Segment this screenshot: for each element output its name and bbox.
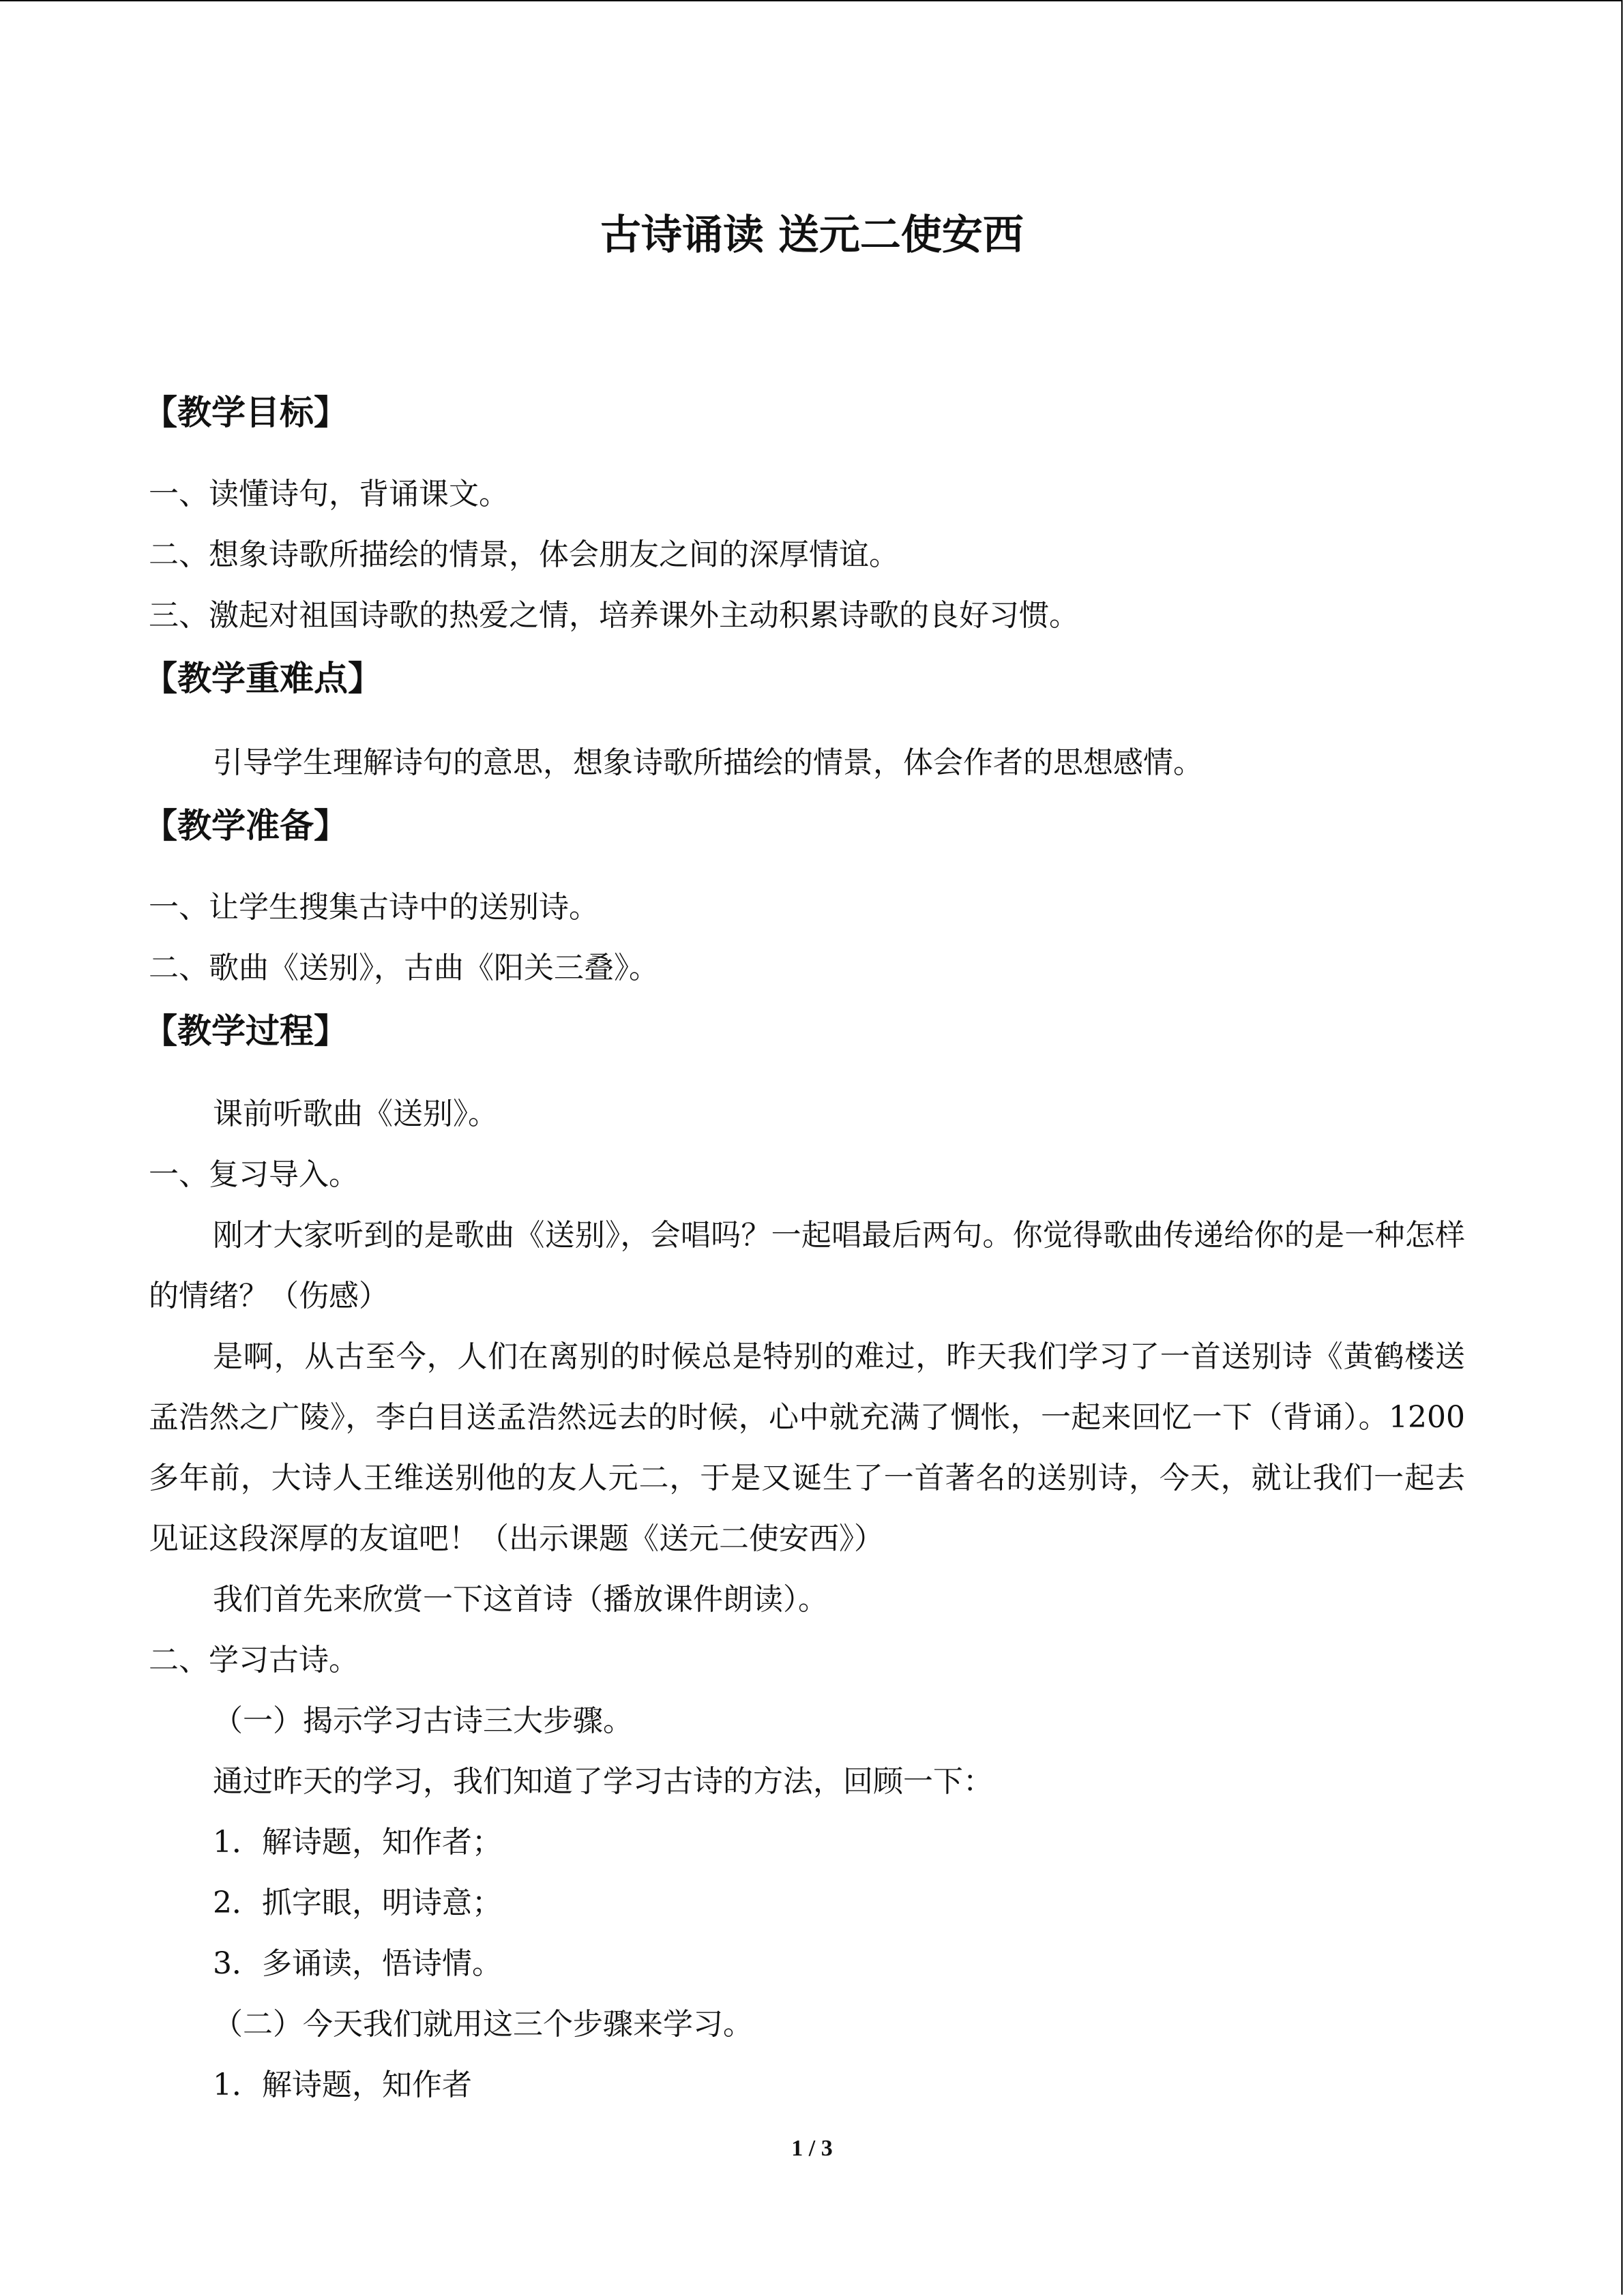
heading-process: 【教学过程】 — [143, 1011, 348, 1051]
prep-item-2: 二、歌曲《送别》，古曲《阳关三叠》。 — [149, 951, 659, 985]
heading-prep: 【教学准备】 — [143, 806, 348, 846]
process-line-10: 2．抓字眼，明诗意； — [213, 1885, 502, 1920]
process-paragraph-1: 刚才大家听到的是歌曲《送别》，会唱吗？一起唱最后两句。你觉得歌曲传递给你的是一种怎样的情绪？（伤感） — [149, 1218, 1465, 1313]
heading-key-points: 【教学重难点】 — [143, 659, 382, 698]
process-line-1: 课前听歌曲《送别》。 — [213, 1097, 498, 1131]
process-line-7: （一）揭示学习古诗三大步骤。 — [213, 1703, 633, 1738]
process-line-11: 3．多诵读，悟诗情。 — [213, 1946, 502, 1981]
heading-goals: 【教学目标】 — [143, 393, 348, 432]
process-line-12: （二）今天我们就用这三个步骤来学习。 — [213, 2007, 753, 2042]
process-line-9: 1．解诗题，知作者； — [213, 1825, 502, 1860]
process-line-2: 一、复习导入。 — [149, 1157, 359, 1192]
process-line-8: 通过昨天的学习，我们知道了学习古诗的方法，回顾一下： — [213, 1764, 993, 1799]
process-paragraph-2: 是啊，从古至今，人们在离别的时候总是特别的难过，昨天我们学习了一首送别诗《黄鹤楼送孟浩然之广陵》，李白目送孟浩然远去的时候，心中就充满了惆怅，一起来回忆一下（背诵）。1200多年前，大诗人王维送别他的友人元二，于是又诞生了一首著名的送别诗，今天，就让我们一起去见证这段深厚的友谊吧！（出示课题《送元二使安西》） — [149, 1339, 1465, 1556]
goal-item-1: 一、读懂诗句，背诵课文。 — [149, 477, 509, 511]
process-line-13: 1．解诗题，知作者 — [213, 2068, 472, 2102]
process-line-6: 二、学习古诗。 — [149, 1643, 359, 1678]
goal-item-2: 二、想象诗歌所描绘的情景，体会朋友之间的深厚情谊。 — [149, 537, 899, 572]
process-line-5: 我们首先来欣赏一下这首诗（播放课件朗读）。 — [213, 1582, 828, 1617]
page-number: 1 / 3 — [791, 2136, 833, 2161]
goal-item-3: 三、激起对祖国诗歌的热爱之情，培养课外主动积累诗歌的良好习惯。 — [149, 598, 1079, 633]
prep-item-1: 一、让学生搜集古诗中的送别诗。 — [149, 890, 599, 925]
document-title: 古诗诵读 送元二使安西 — [600, 211, 1024, 259]
key-points-text: 引导学生理解诗句的意思，想象诗歌所描绘的情景，体会作者的思想感情。 — [213, 745, 1203, 780]
